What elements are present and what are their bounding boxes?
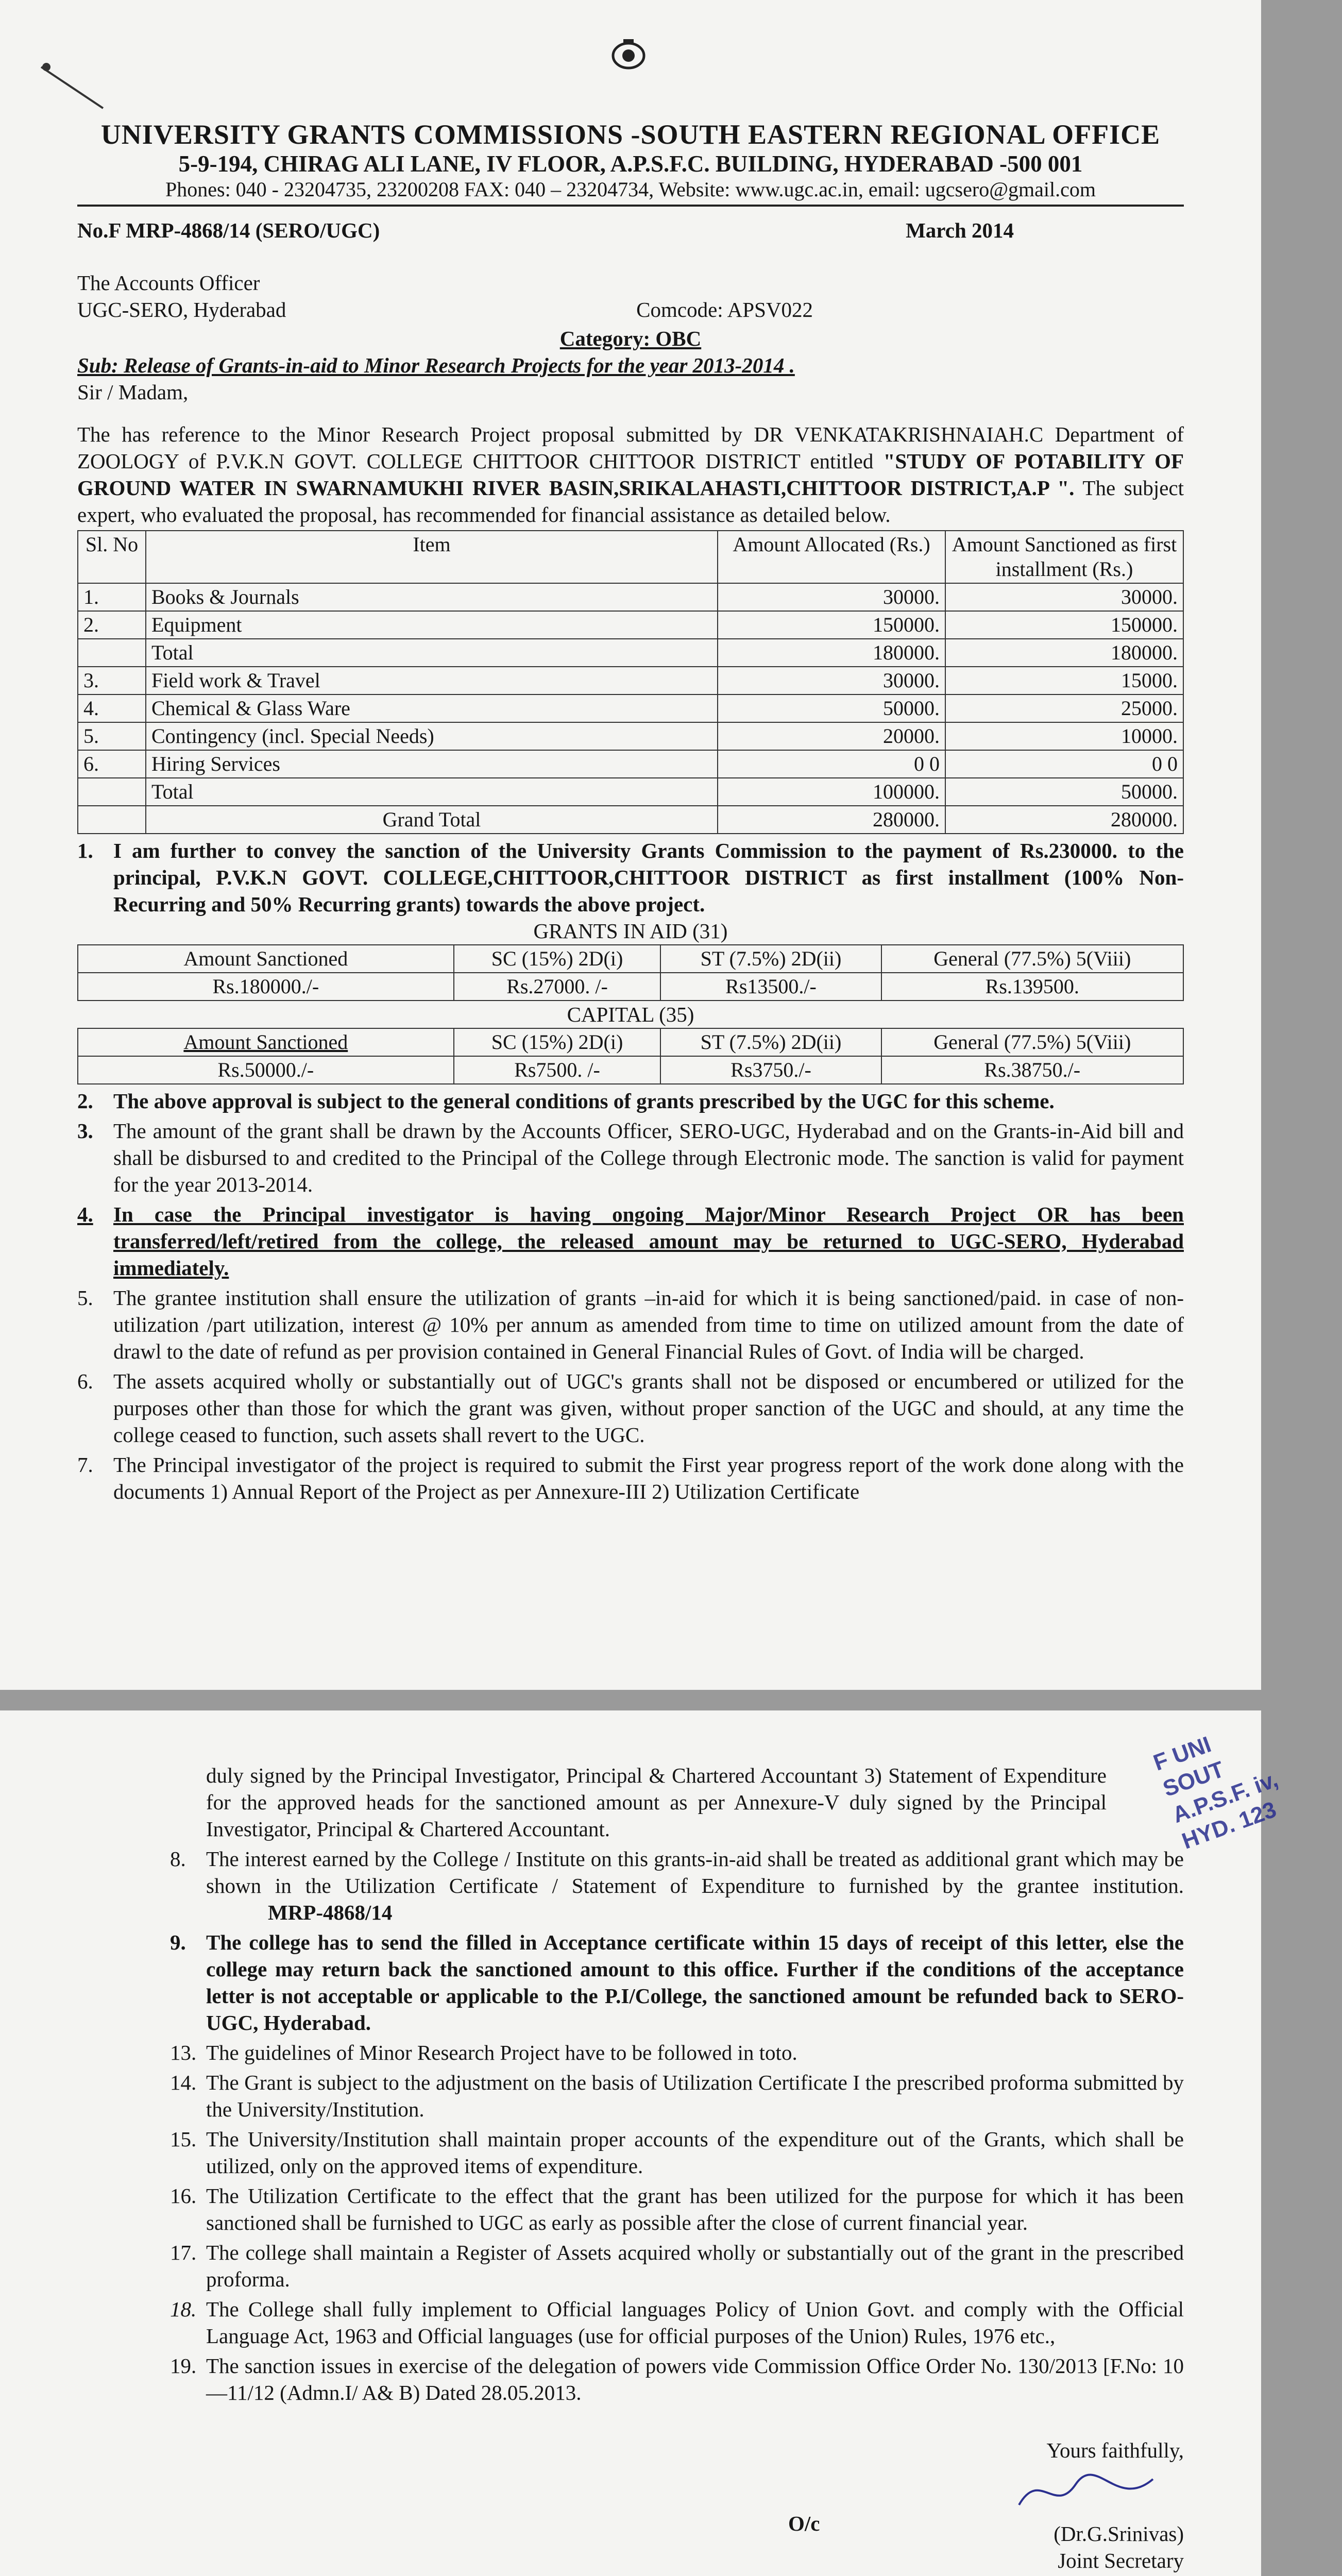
cell-no: 3.: [78, 667, 146, 694]
col-allocated: Amount Allocated (Rs.): [718, 531, 945, 583]
point-number: 6.: [77, 1369, 93, 1393]
cell-allocated: 30000.: [718, 667, 945, 694]
office-address: 5-9-194, CHIRAG ALI LANE, IV FLOOR, A.P.S.F.C. BUILDING, HYDERABAD -500 001: [178, 151, 1083, 177]
project-title: "STUDY OF POTABILITY OF GROUND WATER IN SWARNAMUKHI RIVER BASIN,SRIKALAHASTI,CHITTOOR DISTRICT,A.P ".: [77, 449, 1184, 500]
point-text: The Principal investigator of the project is required to submit the First year progress report of the work done along with the documents 1) Annual Report of the Project as per Annexure-III 2) Utilization Certificate: [113, 1453, 1184, 1503]
margin-mark-icon: [31, 52, 113, 134]
col-amount: Amount Sanctioned: [78, 1028, 454, 1056]
cell-general: Rs.38750./-: [881, 1056, 1183, 1084]
cell-sanctioned: 180000.: [945, 639, 1183, 667]
table-row: [78, 583, 1183, 611]
cell-no: [78, 639, 146, 667]
point-text: The college shall maintain a Register of Assets acquired wholly or substantially out of the grant in the prescribed proforma.: [206, 2241, 1184, 2291]
cell-item: Chemical & Glass Ware: [146, 694, 718, 722]
cell-item: Hiring Services: [146, 750, 718, 778]
intro-text: The has reference to the Minor Research Project proposal submitted by DR VENKATAKRISHNAIAH.C Department of ZOOLOGY of P.V.K.N GOVT. COLLEGE CHITTOOR CHITTOOR DISTRICT entitled: [77, 422, 1184, 473]
cell-item: Total: [146, 778, 718, 806]
point-4: [77, 1201, 1184, 1281]
oc-mark: O/c: [788, 2512, 820, 2535]
office-contact: Phones: 040 - 23204735, 23200208 FAX: 040 – 23204734, Website: www.ugc.ac.in, email: ugcsero@gmail.com: [165, 178, 1096, 201]
cell-st: Rs13500./-: [660, 973, 881, 1001]
point-6: [77, 1368, 1184, 1448]
cell-general: Rs.139500.: [881, 973, 1183, 1001]
point-number: 15.: [170, 2127, 197, 2151]
point-number: 3.: [77, 1119, 93, 1143]
cell-item: Grand Total: [146, 806, 718, 834]
table-row: [78, 973, 1183, 1001]
cell-sanctioned: 280000.: [945, 806, 1183, 834]
cell-item: Field work & Travel: [146, 667, 718, 694]
cell-sanctioned: 50000.: [945, 778, 1183, 806]
col-sl-no: Sl. No: [78, 531, 146, 583]
point-14: [77, 2069, 1184, 2123]
cell-no: 5.: [78, 722, 146, 750]
signatory-title: Joint Secretary: [1058, 2549, 1184, 2572]
col-st: ST (7.5%) 2D(ii): [660, 1028, 881, 1056]
point-number: 8.: [170, 1847, 186, 1871]
point-8: [77, 1845, 1184, 1926]
recipient-line-1: The Accounts Officer: [77, 271, 260, 295]
cell-item: Contingency (incl. Special Needs): [146, 722, 718, 750]
cell-no: 6.: [78, 750, 146, 778]
capital-table-caption: CAPITAL (35): [567, 1003, 694, 1026]
office-stamp: F UNI SOUT A.P.S.F. iv, HYD. 123: [1150, 1732, 1281, 1854]
col-general: General (77.5%) 5(Viii): [881, 1028, 1183, 1056]
emblem-icon: [608, 36, 649, 72]
cell-allocated: 150000.: [718, 611, 945, 639]
cell-amount: Rs.180000./-: [78, 973, 454, 1001]
point-5: [77, 1284, 1184, 1365]
cell-allocated: 20000.: [718, 722, 945, 750]
point-text: The assets acquired wholly or substantially out of UGC's grants shall not be disposed or encumbered or utilized for the purposes other than those for which the grant was given, without proper sanction of the UGC and should, at any time the college ceased to function, such assets shall revert to the UGC.: [113, 1369, 1184, 1447]
cell-amount: Rs.50000./-: [78, 1056, 454, 1084]
point-body: [206, 1845, 1184, 1926]
cell-allocated: 30000.: [718, 583, 945, 611]
subject-line: Sub: Release of Grants-in-aid to Minor Research Projects for the year 2013-2014 .: [77, 353, 795, 377]
point-number: 18.: [170, 2297, 197, 2321]
table-row: [78, 750, 1183, 778]
col-amount: Amount Sanctioned: [78, 945, 454, 973]
point-text: The College shall fully implement to Official languages Policy of Union Govt. and comply with the Official Language Act, 1963 and Official languages (use for official purposes of the Union) Rules, 1976 etc.,: [206, 2297, 1184, 2348]
cell-allocated: 280000.: [718, 806, 945, 834]
signature-block-1: [77, 2464, 1184, 2572]
point-text: The interest earned by the College / Institute on this grants-in-aid shall be treated as additional grant which may be shown in the Utilization Certificate / Statement of Expenditure to furnished by the grantee institution.: [206, 1847, 1184, 1897]
intro-text-2: The subject expert, who evaluated the proposal, has recommended for financial assistance as detailed below.: [77, 476, 1184, 527]
cell-item: Equipment: [146, 611, 718, 639]
table-row: [78, 639, 1183, 667]
point-text: The amount of the grant shall be drawn by the Accounts Officer, SERO-UGC, Hyderabad and on the Grants-in-Aid bill and shall be disbursed to and credited to the Principal of the College through Electronic mode. The sanction is valid for payment for the year 2013-2014.: [113, 1119, 1184, 1196]
point-number: 19.: [170, 2354, 197, 2378]
table-row: [78, 611, 1183, 639]
cell-no: 2.: [78, 611, 146, 639]
salutation: Sir / Madam,: [77, 380, 189, 404]
col-st: ST (7.5%) 2D(ii): [660, 945, 881, 973]
cell-no: [78, 806, 146, 834]
office-title: UNIVERSITY GRANTS COMMISSIONS -SOUTH EASTERN REGIONAL OFFICE: [100, 119, 1161, 150]
point-text: The Grant is subject to the adjustment on the basis of Utilization Certificate I the prescribed proforma submitted by the University/Institution.: [206, 2071, 1184, 2121]
table-row: [78, 1056, 1183, 1084]
letter-page-2: [0, 1710, 1281, 2576]
table-row: [78, 722, 1183, 750]
yours-faithfully: Yours faithfully,: [1046, 2438, 1184, 2462]
cell-sanctioned: 25000.: [945, 694, 1183, 722]
point-number: 4.: [77, 1202, 93, 1226]
cell-st: Rs3750./-: [660, 1056, 881, 1084]
point-text: The college has to send the filled in Acceptance certificate within 15 days of receipt of this letter, else the college may return back the sanctioned amount to this office. Further if the conditions of the acceptance letter is not acceptable or applicable to the P.I/College, the sanctioned amount be refunded back to SERO-UGC, Hyderabad.: [206, 1930, 1184, 2035]
table-row: [78, 806, 1183, 834]
cell-sc: Rs7500. /-: [454, 1056, 661, 1084]
point-number: 13.: [170, 2041, 197, 2064]
recipient-line-2: UGC-SERO, Hyderabad: [77, 298, 286, 321]
comcode: Comcode: APSV022: [636, 298, 813, 321]
point-text: The above approval is subject to the general conditions of grants prescribed by the UGC for this scheme.: [113, 1089, 1055, 1113]
cell-allocated: 0 0: [718, 750, 945, 778]
cell-no: 1.: [78, 583, 146, 611]
point-number: 2.: [77, 1089, 93, 1113]
point-number: 16.: [170, 2184, 197, 2208]
point-19: [77, 2352, 1184, 2406]
signature-icon: [1009, 2464, 1163, 2526]
point-number: 7.: [77, 1453, 93, 1477]
point-number: 9.: [170, 1930, 186, 1954]
signatory-name: (Dr.G.Srinivas): [1054, 2522, 1184, 2546]
intro-paragraph: [77, 421, 1184, 528]
cell-no: 4.: [78, 694, 146, 722]
grants-in-aid-table: [77, 944, 1184, 1001]
cell-allocated: 180000.: [718, 639, 945, 667]
reference-number: No.F MRP-4868/14 (SERO/UGC): [77, 218, 380, 242]
cell-item: Total: [146, 639, 718, 667]
cell-sanctioned: 10000.: [945, 722, 1183, 750]
table-row: [78, 667, 1183, 694]
cell-allocated: 50000.: [718, 694, 945, 722]
point-15: [77, 2126, 1184, 2179]
point-number: 1.: [77, 839, 93, 862]
cell-allocated: 100000.: [718, 778, 945, 806]
point-13: [77, 2039, 1184, 2066]
cell-sanctioned: 150000.: [945, 611, 1183, 639]
aid-table-caption: GRANTS IN AID (31): [533, 919, 728, 943]
point-text: The guidelines of Minor Research Project have to be followed in toto.: [206, 2041, 797, 2064]
col-item: Item: [146, 531, 718, 583]
point-7: [77, 1451, 1184, 1505]
point-ref: MRP-4868/14: [268, 1901, 393, 1924]
cell-sc: Rs.27000. /-: [454, 973, 661, 1001]
point-9: [77, 1929, 1184, 2036]
cell-no: [78, 778, 146, 806]
col-sc: SC (15%) 2D(i): [454, 945, 661, 973]
point-number: 17.: [170, 2241, 197, 2264]
point-2: [77, 1088, 1184, 1114]
point-text: The Utilization Certificate to the effect that the grant has been utilized for the purpose for which it has been sanctioned shall be furnished to UGC as early as possible after the close of current financial year.: [206, 2184, 1184, 2234]
capital-table: [77, 1028, 1184, 1084]
col-sanctioned: Amount Sanctioned as first installment (Rs.): [945, 531, 1183, 583]
point-text: The University/Institution shall maintain proper accounts of the expenditure out of the Grants, which shall be utilized, only on the approved items of expenditure.: [206, 2127, 1184, 2178]
point-number: 5.: [77, 1286, 93, 1310]
category: Category: OBC: [559, 327, 702, 350]
point-17: [77, 2239, 1184, 2293]
point-text: I am further to convey the sanction of the University Grants Commission to the payment of Rs.230000. to the principal, P.V.K.N GOVT. COLLEGE,CHITTOOR,CHITTOOR DISTRICT as first installment (100% Non-Recurring and 50% Recurring grants) towards the above project.: [113, 839, 1184, 916]
items-table: [77, 530, 1184, 834]
point-text: The sanction issues in exercise of the delegation of powers vide Commission Office Order No. 130/2013 [F.No: 10—11/12 (Admn.I/ A& B) Dated 28.05.2013.: [206, 2354, 1184, 2404]
point-number: 14.: [170, 2071, 197, 2094]
table-row: [78, 778, 1183, 806]
point-3: [77, 1117, 1184, 1198]
point-16: [77, 2182, 1184, 2236]
header-rule: [77, 205, 1184, 207]
cell-sanctioned: 15000.: [945, 667, 1183, 694]
letter-date: March 2014: [906, 218, 1014, 242]
continued-text: duly signed by the Principal Investigator, Principal & Chartered Accountant 3) Statement of Expenditure for the approved heads for the sanctioned amount as per Annexure-V duly signed by the Principal Investigator, Principal & Chartered Accountant.: [206, 1764, 1107, 1841]
point-18: [77, 2296, 1184, 2349]
point-text: The grantee institution shall ensure the utilization of grants –in-aid for which it is being sanctioned/paid. in case of non-utilization /part utilization, interest @ 10% per annum as amended from time to time on utilized amount from the date of drawl to the date of refund as per provision contained in General Financial Rules of Govt. of India will be charged.: [113, 1286, 1184, 1363]
cell-sanctioned: 0 0: [945, 750, 1183, 778]
cell-sanctioned: 30000.: [945, 583, 1183, 611]
cell-item: Books & Journals: [146, 583, 718, 611]
col-sc: SC (15%) 2D(i): [454, 1028, 661, 1056]
col-general: General (77.5%) 5(Viii): [881, 945, 1183, 973]
table-row: [78, 694, 1183, 722]
point-1: [77, 837, 1184, 918]
point-text: In case the Principal investigator is having ongoing Major/Minor Research Project OR has been transferred/left/retired from the college, the released amount may be returned to UGC-SERO, Hyderabad immediately.: [113, 1202, 1184, 1280]
